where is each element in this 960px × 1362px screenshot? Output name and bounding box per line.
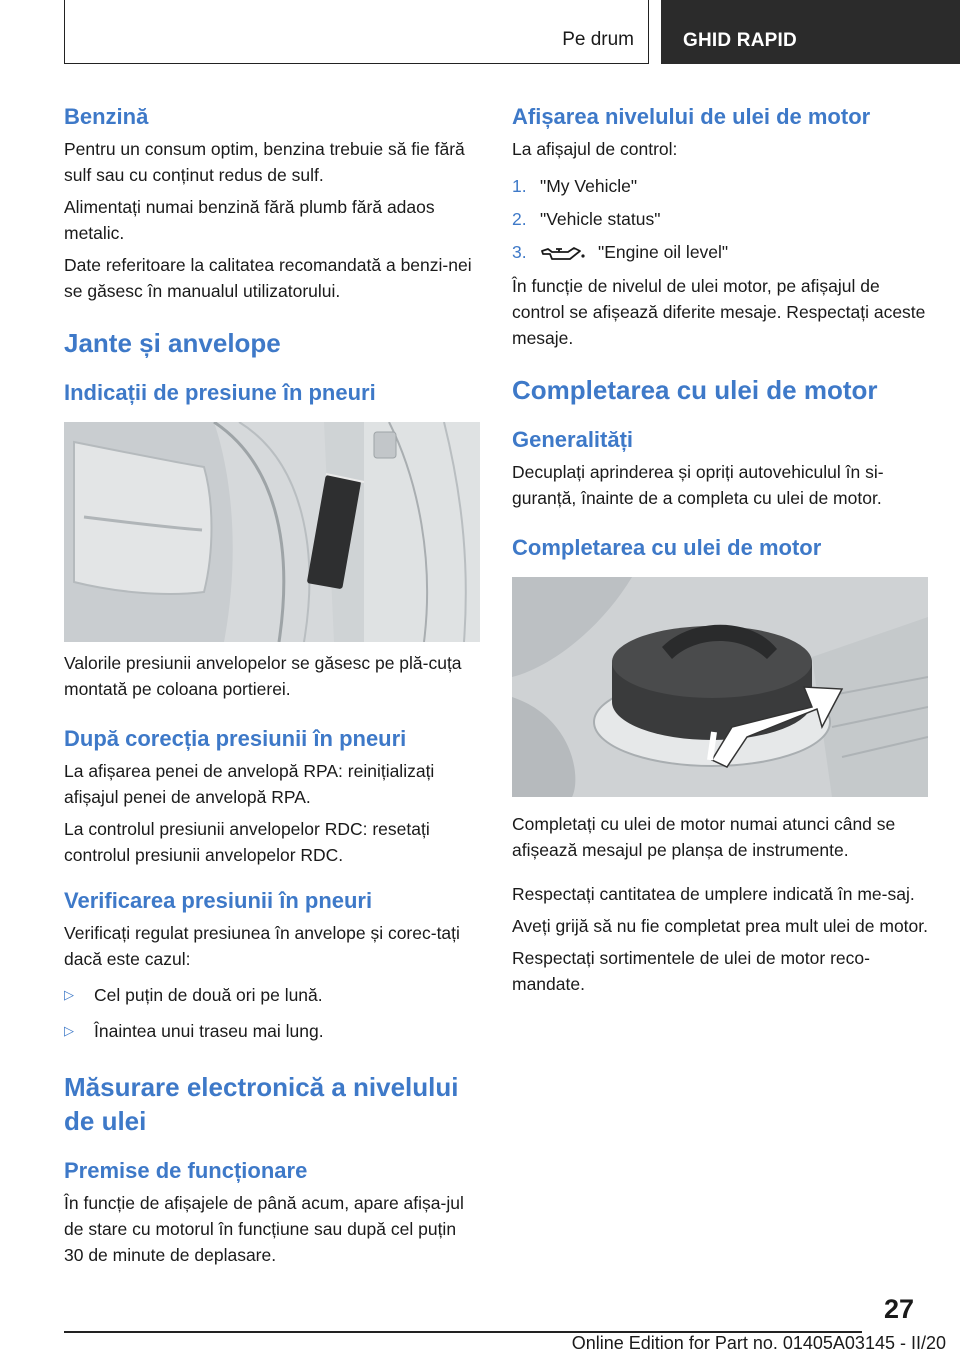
figure-caption: Valorile presiunii anvelopelor se găsesc pe plă-cuța montată pe coloana portierei. [64,653,462,699]
header-section-title: Pe drum [562,29,634,50]
list-item [512,170,928,203]
completarea-paragraph-3: Aveți grijă să nu fie completat prea mult ulei de motor. [512,916,929,936]
generalitati-paragraph: Decuplați aprinderea și opriți autovehiculul în si-guranță, înainte de a completa cu ulei de motor. [512,462,884,508]
afisarea-heading: Afișarea nivelului de ulei de motor [512,104,871,129]
verificarea-heading: Verificarea presiunii în pneuri [64,888,373,913]
premise-paragraph: În funcție de afișajele de până acum, apare afișa-jul de stare cu motorul în funcțiune sau după cel puțin 30 de minute de deplasare. [64,1193,464,1265]
oil-can-icon [540,243,586,263]
step-text: "My Vehicle" [540,176,638,196]
steps-list [512,170,928,269]
step-number: 1. [512,176,527,196]
benzina-heading: Benzină [64,104,149,129]
dupa-paragraph-1: La afișarea penei de anvelopă RPA: reinițializați afișajul penei de anvelopă RPA. [64,761,435,807]
left-column [64,102,480,1268]
indicatii-heading: Indicații de presiune în pneuri [64,380,376,405]
header-tab-label: GHID RAPID [683,30,797,51]
dupa-corectia-heading: După corecția presiunii în pneuri [64,726,407,751]
bullet-text: Cel puțin de două ori pe lună. [94,985,323,1005]
premise-heading: Premise de funcționare [64,1158,308,1183]
triangle-bullet-icon: ▷ [64,1023,74,1038]
completarea-paragraph-2: Respectați cantitatea de umplere indicată în me-saj. [512,884,915,904]
bullet-list [64,982,480,1044]
benzina-paragraph-3: Date referitoare la calitatea recomandată a benzi-nei se găsesc în manualul utilizatorului. [64,255,472,301]
verificarea-paragraph: Verificați regulat presiunea în anvelope și corec-tați dacă este cazul: [64,923,460,969]
step-number: 2. [512,209,527,229]
list-item [64,982,480,1008]
generalitati-heading: Generalități [512,427,634,452]
jante-heading: Jante și anvelope [64,328,281,358]
step-text: "Engine oil level" [598,242,729,262]
masurare-heading: Măsurare electronică a nivelului de ulei [64,1072,459,1136]
door-pillar-illustration [64,422,480,642]
dupa-paragraph-2: La controlul presiunii anvelopelor RDC: resetați controlul presiunii anvelopelor RDC. [64,819,430,865]
benzina-paragraph-1: Pentru un consum optim, benzina trebuie să fie fără sulf sau cu conținut redus de sulf. [64,139,465,185]
step-text: "Vehicle status" [540,209,661,229]
afisarea-paragraph-1: La afișajul de control: [512,139,678,159]
oil-filler-figure [512,577,928,797]
list-item [512,236,928,269]
bullet-text: Înaintea unui traseu mai lung. [94,1021,324,1041]
completarea-paragraph-1: Completați cu ulei de motor numai atunci când se afișează mesajul pe planșa de instrumente. [512,814,896,860]
benzina-paragraph-2: Alimentați numai benzină fără plumb fără adaos metalic. [64,197,435,243]
completarea-main-heading: Completarea cu ulei de motor [512,375,878,405]
oil-cap-illustration [512,577,928,797]
triangle-bullet-icon: ▷ [64,987,74,1002]
completarea-subheading: Completarea cu ulei de motor [512,535,822,560]
page-number: 27 [884,1294,915,1324]
footer-edition: Online Edition for Part no. 01405A03145 - II/20 [571,1333,946,1353]
list-item [512,203,928,236]
header-section-box [64,0,649,64]
tire-pressure-figure [64,422,480,642]
afisarea-paragraph-2: În funcție de nivelul de ulei motor, pe afișajul de control se afișează diferite mesaje. Respectați aceste mesaje. [512,276,926,348]
right-column [512,102,928,997]
step-number: 3. [512,242,527,262]
list-item [64,1018,480,1044]
completarea-paragraph-4: Respectați sortimentele de ulei de motor reco-mandate. [512,948,870,994]
header-tab [661,0,960,64]
